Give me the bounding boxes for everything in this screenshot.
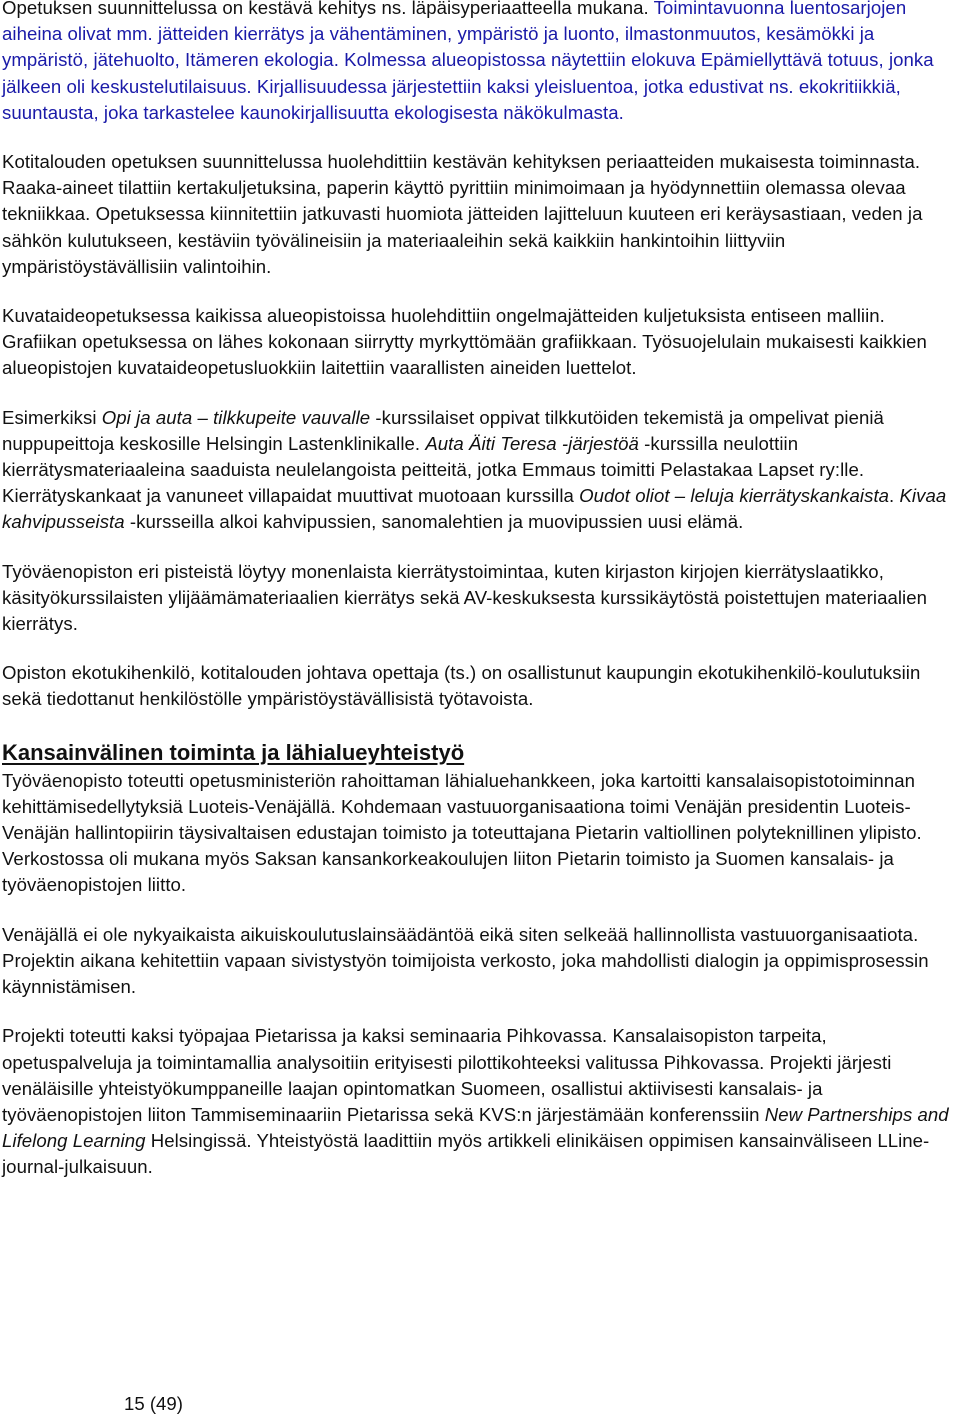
paragraph [2, 660, 958, 712]
paragraph [2, 405, 958, 536]
italic-title: Auta Äiti Teresa -järjestöä [425, 432, 639, 454]
paragraph [2, 768, 958, 899]
section-heading: Kansainvälinen toiminta ja lähialueyhteistyö [2, 739, 465, 765]
document-content [2, 0, 958, 1181]
page-number: 15 (49) [124, 1393, 183, 1414]
text-run: Työsuojelulain mukaisesti kaikkien alueopistojen kuvataideopetusluokkiin laitettiin vaarallisten aineiden luettelot. [2, 331, 927, 379]
paragraph [2, 149, 958, 280]
italic-title: Oudot oliot – leluja kierrätyskankaista [579, 485, 890, 507]
text-run: Projektin aikana kehitettiin vapaan sivistystyön toimijoista verkosto, joka mahdollisti dialogin ja oppimisprosessin käynnistämisen. [2, 949, 929, 998]
text-run: Grafiikan opetuksessa on lähes kokonaan siirrytty myrkyttömään grafiikkaan. [2, 331, 643, 353]
text-run: -kurssilaiset oppivat tilkkutöiden tekemistä ja ompelivat pieniä nuppupeittoja keskosille Helsingin Lastenklinikalle. [2, 406, 884, 454]
text-run: Venäjällä ei ole nykyaikaista aikuiskoulutuslainsäädäntöä eikä siten selkeää hallinnollista vastuuorganisaatiota. [2, 923, 919, 945]
text-run: Helsingissä. [145, 1130, 257, 1152]
italic-title: Opi ja auta – tilkkupeite vauvalle [101, 406, 371, 428]
text-run: Esimerkiksi [2, 406, 102, 428]
section-environment [2, 0, 958, 713]
paragraph [2, 922, 958, 1001]
text-run: Verkostossa oli mukana myös Saksan kansankorkeakoulujen liiton Pietarin toimisto ja Suomen kansalais- ja työväenopistojen liitto. [2, 848, 894, 896]
text-run: Opiston ekotukihenkilö, kotitalouden johtava opettaja (ts.) on osallistunut kaupungin ekotukihenkilö-koulutuksiin sekä tiedottanut henkilöstölle ympäristöystävällisistä työtavoista. [2, 662, 921, 710]
text-run: Kotitalouden opetuksen suunnittelussa huolehdittiin kestävän kehityksen periaatteiden mukaisesta toiminnasta. [2, 151, 921, 173]
italic-title: New Partnerships and Lifelong Learning [2, 1103, 949, 1152]
text-run: Työväenopiston eri pisteistä löytyy monenlaista kierrätystoimintaa, kuten kirjaston kirjojen kierrätyslaatikko, käsityökurssilaisten ylijäämämateriaalien kierrätys sekä AV-keskuksesta kurssikäytöstä poistettujen materiaalien kierrätys. [2, 560, 928, 635]
text-run: Projekti toteutti kaksi työpajaa Pietarissa ja kaksi seminaaria Pihkovassa. [2, 1025, 613, 1047]
text-run: Kohdemaan vastuuorganisaationa toimi Venäjän presidentin Luoteis-Venäjän hallintopiirin täysivaltaisen edustajan toimisto ja toteuttajana Pietarin valtiollinen polyteknillinen ylipisto. [2, 795, 922, 844]
section-international [2, 768, 958, 1181]
text-run: Työväenopisto toteutti opetusministeriön rahoittaman lähialuehankkeen, joka kartoitti kansalaisopistotoiminnan kehittämisedellytyksiä Luoteis-Venäjällä. [2, 769, 915, 817]
text-run: Raaka-aineet tilattiin kertakuljetuksina, paperin käyttö pyrittiin minimoimaan ja hyödynnettiin olemassa olevaa tekniikkaa. [2, 177, 906, 225]
text-run: . [889, 485, 900, 507]
paragraph [2, 0, 958, 126]
text-run: -kursseilla alkoi kahvipussien, sanomalehtien ja muovipussien uusi elämä. [124, 511, 744, 533]
text-run: Kierrätyskankaat ja vanuneet villapaidat muuttivat muotoaan kurssilla [2, 485, 580, 507]
text-run: Projekti järjesti venäläisille yhteistyökumppaneille laajan opintomatkan Suomeen, osallistui aktiivisesti kansalais- ja työväenopistojen liiton Tammiseminaariin Pietarissa sekä KVS:n järjestämään konferenssiin [2, 1051, 892, 1125]
paragraph [2, 1023, 958, 1180]
text-run: Yhteistyöstä laadittiin myös artikkeli elinikäisen oppimisen kansainväliseen LLine-journal-julkaisuun. [2, 1130, 930, 1178]
text-run: Opetuksen suunnittelussa on kestävä kehitys ns. läpäisyperiaatteella mukana. [2, 0, 654, 18]
text-run: -kurssilla neulottiin kierrätysmateriaaleina saaduista neulelangoista peitteitä, jotka Emmaus toimitti Pelastakaa Lapset ry:lle. [2, 432, 865, 481]
italic-title: Kivaa kahvipusseista [2, 485, 947, 533]
text-run: Kuvataideopetuksessa kaikissa alueopistoissa huolehdittiin ongelmajätteiden kuljetuksista entiseen malliin. [2, 305, 885, 327]
text-run: Opetuksessa kiinnitettiin jatkuvasti huomiota jätteiden lajitteluun kuuteen eri keräysastiaan, veden ja sähkön kulutukseen, kestäviin työvälineisiin ja materiaaleihin sekä kaikkiin hankintoihin liittyviin ympäristöystävällisiin valintoihin. [2, 203, 923, 277]
paragraph [2, 303, 958, 382]
paragraph [2, 559, 958, 638]
text-run: Toimintavuonna luentosarjojen aiheina olivat mm. jätteiden kierrätys ja vähentäminen, ympäristö ja luonto, ilmastonmuutos, kesämökki ja ympäristö, jätehuolto, Itämeren ekologia. Kolmessa alueopistossa näytettiin elokuva Epämiellyttävä totuus, jonka jälkeen oli keskustelutilaisuus. Kirjallisuudessa järjestettiin kaksi yleisluentoa, jotka edustivat ns. ekokritiikkiä, suuntausta, joka tarkastelee kaunokirjallisuutta ekologisesta näkökulmasta. [2, 0, 934, 123]
text-run: Kansalaisopiston tarpeita, opetuspalveluja ja toimintamallia analysoitiin erityisesti pilottikohteeksi valitussa Pihkovassa. [2, 1025, 827, 1073]
